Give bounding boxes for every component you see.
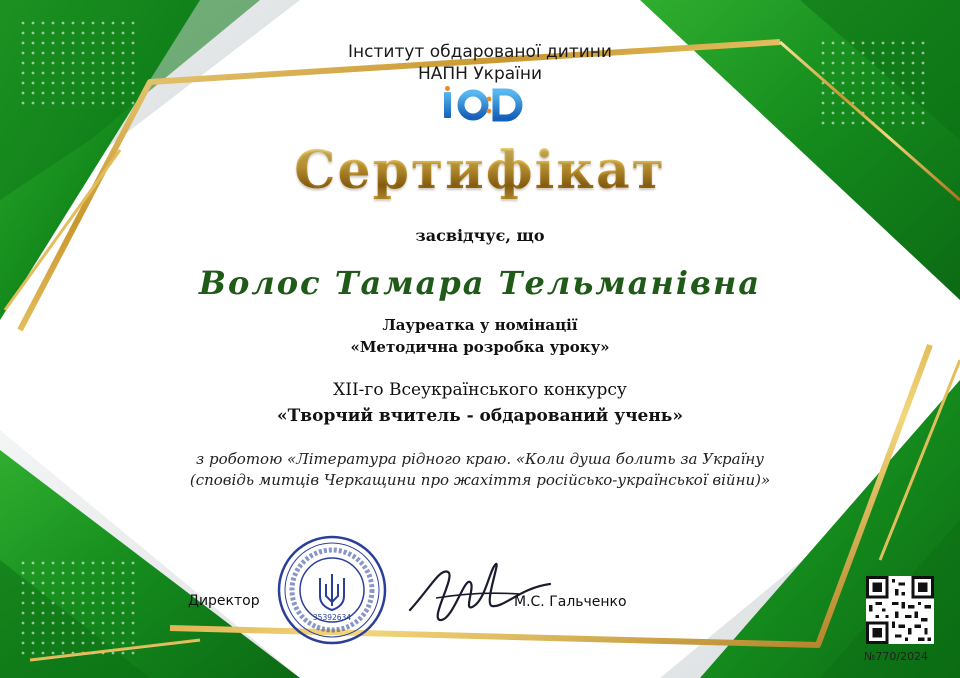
recipient-name: Волос Тамара Тельманівна <box>198 264 762 302</box>
work-title-line-1: з роботою «Література рідного краю. «Коли душа болить за Україну <box>196 450 764 468</box>
trident-seal-icon <box>276 534 388 646</box>
iod-logo <box>430 86 530 122</box>
stamp-code: 35392634 <box>312 613 352 622</box>
certificate-number: №770/2024 <box>863 650 929 663</box>
dots-bottom-left <box>20 560 140 660</box>
certifies-text: засвідчує, що <box>415 226 545 245</box>
director-signature <box>400 548 560 632</box>
institute-affiliation: НАПН України <box>417 64 543 84</box>
contest-line-2: «Творчий вчитель - обдарований учень» <box>277 406 683 426</box>
director-label: Директор <box>188 593 260 609</box>
institute-name: Інститут обдарованої дитини <box>348 42 612 62</box>
contest-line-1: XII-го Всеукраїнського конкурсу <box>333 380 627 400</box>
work-title-line-2: (сповідь митців Черкащини про жахіття російсько-української війни)» <box>189 471 771 489</box>
qr-code <box>864 576 936 644</box>
award-line-1: Лауреатка у номінації <box>382 316 578 334</box>
director-name: М.С. Гальченко <box>514 594 627 610</box>
award-line-2: «Методична розробка уроку» <box>350 338 610 356</box>
certificate-title: Сертифікат <box>0 140 960 201</box>
